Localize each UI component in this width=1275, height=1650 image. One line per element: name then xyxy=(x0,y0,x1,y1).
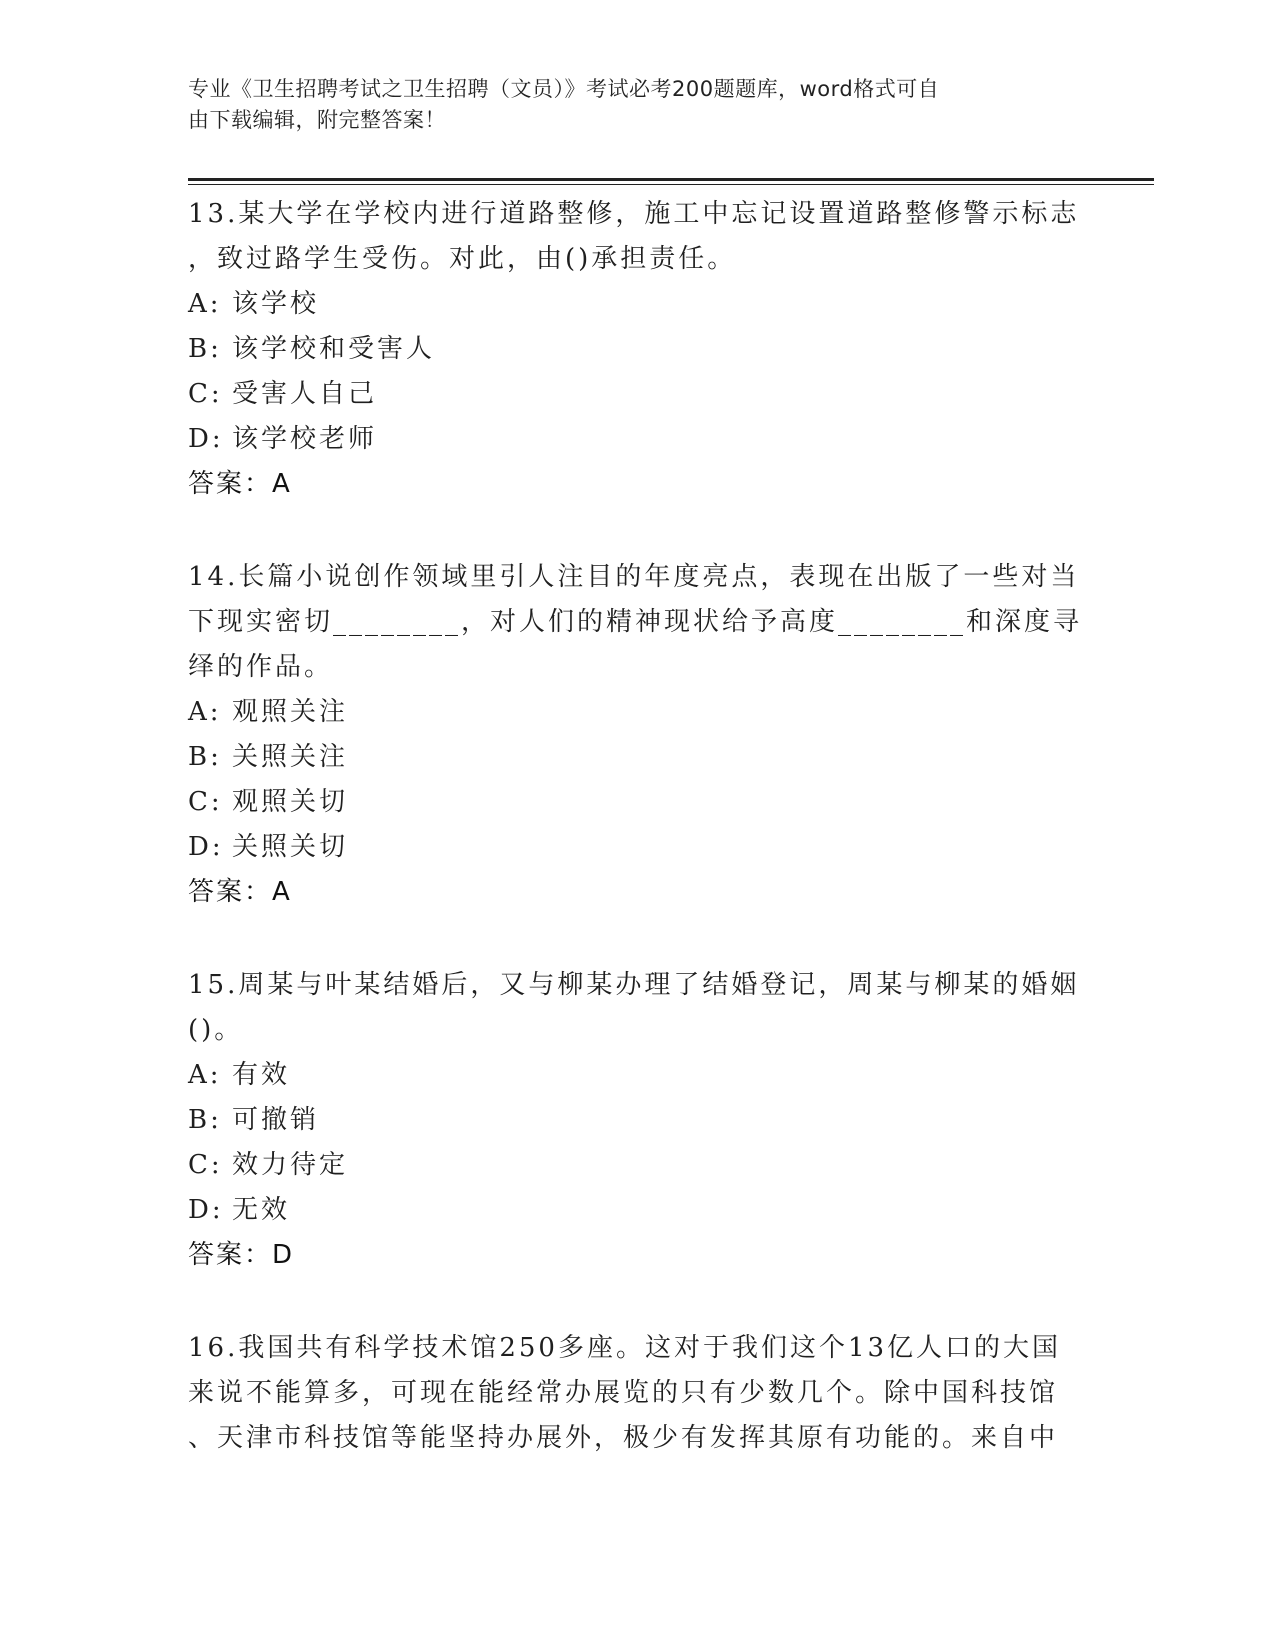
option-a xyxy=(188,690,1088,735)
option-d xyxy=(188,1188,1088,1233)
option-letter: B: xyxy=(188,742,222,772)
question-text xyxy=(188,553,1088,690)
option-letter: B: xyxy=(188,1105,222,1135)
option-letter: D: xyxy=(188,1195,224,1225)
option-text: 无效 xyxy=(232,1195,291,1225)
question-text-line: ，致过路学生受伤。对此，由()承担责任。 xyxy=(188,244,737,274)
document-header xyxy=(188,74,1068,136)
option-letter: A: xyxy=(188,1060,222,1090)
question-text-line: 15.周某与叶某结婚后，又与柳某办理了结婚登记，周某与柳某的婚姻 xyxy=(188,970,1080,1000)
option-b xyxy=(188,327,1088,372)
option-letter: C: xyxy=(188,1150,223,1180)
option-text: 有效 xyxy=(232,1060,291,1090)
option-letter: C: xyxy=(188,379,223,409)
header-divider-thick xyxy=(188,178,1154,181)
question-14 xyxy=(188,553,1088,915)
answer-line: 答案：D xyxy=(188,1240,295,1270)
question-text-line: 来说不能算多，可现在能经常办展览的只有少数几个。除中国科技馆 xyxy=(188,1378,1059,1408)
question-text-line: 14.长篇小说创作领域里引人注目的年度亮点，表现在出版了一些对当 xyxy=(188,562,1080,592)
question-text-line: ()。 xyxy=(188,1015,244,1045)
answer-line: 答案：A xyxy=(188,877,292,907)
option-a xyxy=(188,282,1088,327)
option-text: 可撤销 xyxy=(232,1105,320,1135)
question-15 xyxy=(188,961,1088,1278)
option-c xyxy=(188,780,1088,825)
option-c xyxy=(188,372,1088,417)
option-text: 该学校和受害人 xyxy=(232,334,436,364)
header-line-1: 专业《卫生招聘考试之卫生招聘（文员）》考试必考200题题库，word格式可自 xyxy=(188,77,940,101)
option-text: 观照关注 xyxy=(232,697,349,727)
option-text: 观照关切 xyxy=(232,787,349,817)
question-text xyxy=(188,1324,1088,1461)
option-text: 受害人自己 xyxy=(232,379,378,409)
option-text: 效力待定 xyxy=(232,1150,349,1180)
question-text-line: 下现实密切________，对人们的精神现状给予高度________和深度寻 xyxy=(188,607,1083,637)
question-text xyxy=(188,190,1088,282)
option-letter: D: xyxy=(188,424,224,454)
question-text-line: 、天津市科技馆等能坚持办展外，极少有发挥其原有功能的。来自中 xyxy=(188,1423,1059,1453)
option-letter: D: xyxy=(188,832,224,862)
option-letter: A: xyxy=(188,289,222,319)
option-text: 关照关切 xyxy=(232,832,349,862)
option-letter: C: xyxy=(188,787,223,817)
option-c xyxy=(188,1143,1088,1188)
option-d xyxy=(188,417,1088,462)
question-text-line: 绎的作品。 xyxy=(188,652,334,682)
option-letter: A: xyxy=(188,697,222,727)
option-b xyxy=(188,735,1088,780)
question-text xyxy=(188,961,1088,1053)
option-text: 该学校老师 xyxy=(232,424,378,454)
question-text-line: 13.某大学在学校内进行道路整修，施工中忘记设置道路整修警示标志 xyxy=(188,199,1080,229)
option-a xyxy=(188,1053,1088,1098)
option-text: 关照关注 xyxy=(232,742,349,772)
option-d xyxy=(188,825,1088,870)
option-letter: B: xyxy=(188,334,222,364)
question-list xyxy=(188,190,1088,1507)
question-13 xyxy=(188,190,1088,507)
header-line-2: 由下载编辑，附完整答案！ xyxy=(188,108,446,132)
answer-line: 答案：A xyxy=(188,469,292,499)
option-text: 该学校 xyxy=(232,289,320,319)
header-divider-thin xyxy=(188,184,1154,185)
question-text-line: 16.我国共有科学技术馆250多座。这对于我们这个13亿人口的大国 xyxy=(188,1333,1062,1363)
option-b xyxy=(188,1098,1088,1143)
question-16 xyxy=(188,1324,1088,1461)
